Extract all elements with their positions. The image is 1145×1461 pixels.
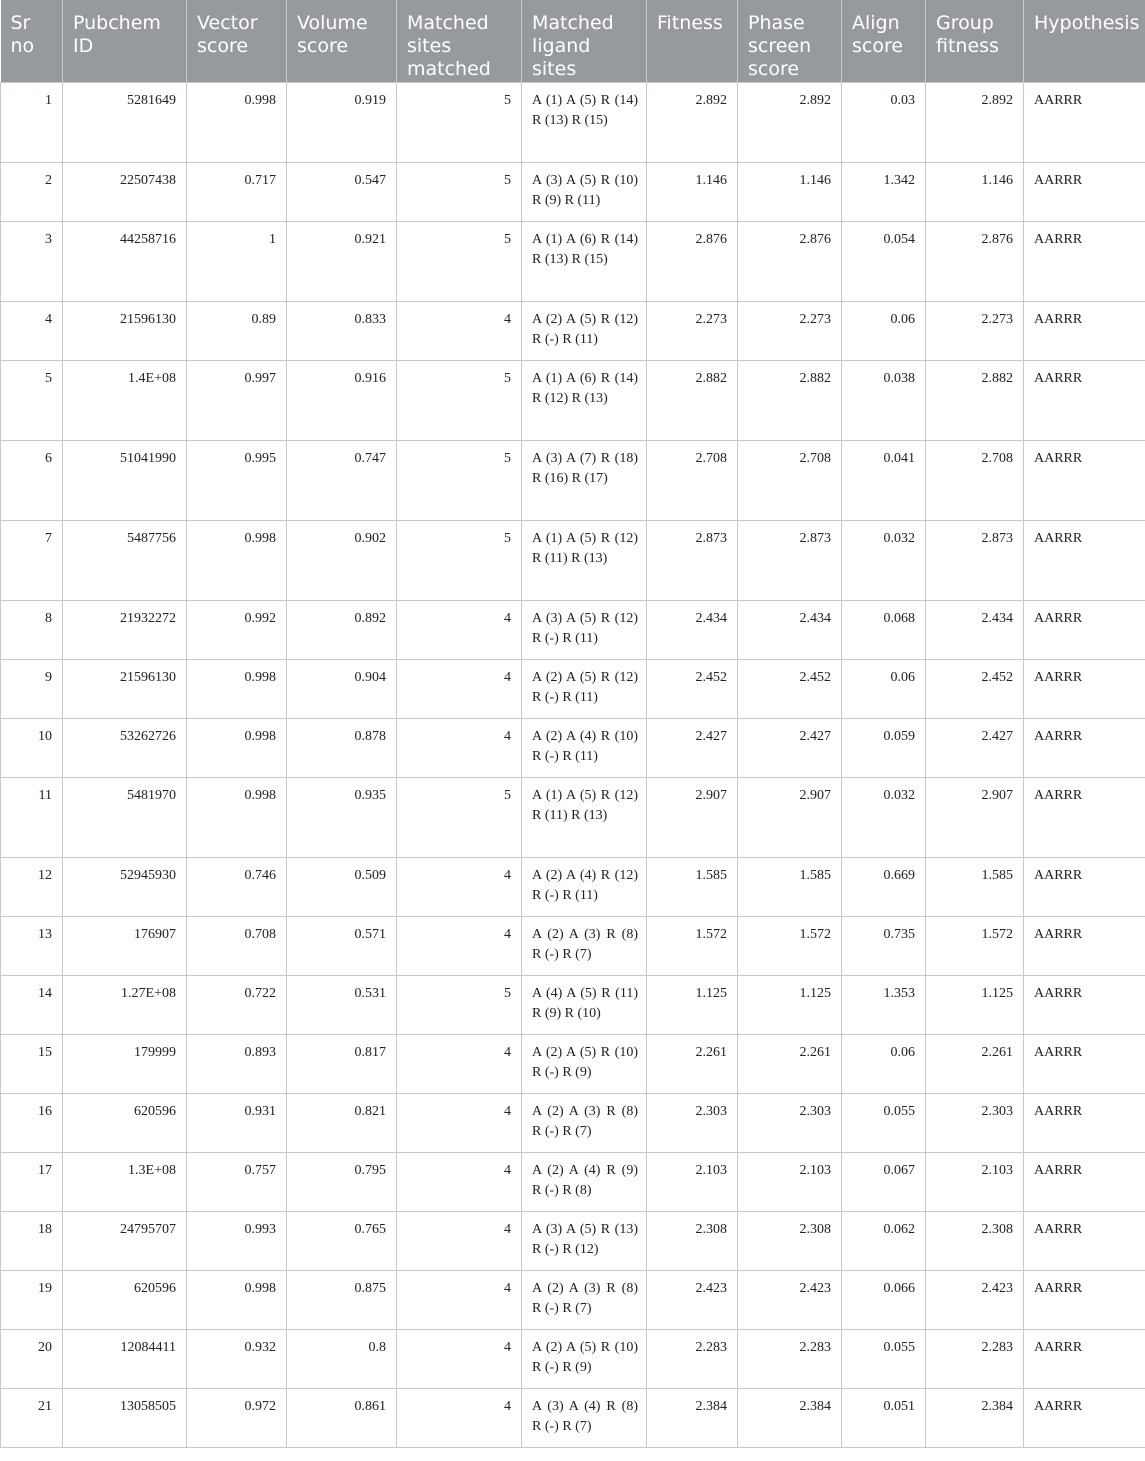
cell-matched-sites: 5 <box>397 520 522 600</box>
cell-hypothesis: AARRR <box>1024 1093 1145 1152</box>
cell-phase-screen-score: 2.892 <box>738 82 842 162</box>
cell-sr-no: 3 <box>1 221 63 301</box>
cell-align-score: 0.059 <box>842 718 926 777</box>
cell-hypothesis: AARRR <box>1024 1152 1145 1211</box>
table-row <box>1 777 1145 857</box>
cell-hypothesis: AARRR <box>1024 301 1145 360</box>
cell-pubchem-id: 620596 <box>63 1093 187 1152</box>
cell-pubchem-id: 44258716 <box>63 221 187 301</box>
cell-group-fitness: 2.273 <box>926 301 1024 360</box>
cell-hypothesis: AARRR <box>1024 1329 1145 1388</box>
cell-matched-sites: 4 <box>397 718 522 777</box>
cell-align-score: 0.06 <box>842 1034 926 1093</box>
cell-phase-screen-score: 2.452 <box>738 659 842 718</box>
cell-align-score: 0.041 <box>842 440 926 520</box>
header-matched-sites: Matched sites matched <box>397 0 522 82</box>
cell-vector-score: 0.998 <box>187 520 287 600</box>
table-row <box>1 600 1145 659</box>
cell-phase-screen-score: 2.384 <box>738 1388 842 1447</box>
cell-group-fitness: 2.452 <box>926 659 1024 718</box>
cell-vector-score: 0.893 <box>187 1034 287 1093</box>
cell-vector-score: 0.993 <box>187 1211 287 1270</box>
cell-group-fitness: 1.572 <box>926 916 1024 975</box>
cell-phase-screen-score: 2.261 <box>738 1034 842 1093</box>
cell-vector-score: 0.997 <box>187 360 287 440</box>
cell-volume-score: 0.875 <box>287 1270 397 1329</box>
cell-phase-screen-score: 2.876 <box>738 221 842 301</box>
cell-matched-ligand-sites: A (2) A (5) R (10) R (-) R (9) <box>522 1329 647 1388</box>
cell-phase-screen-score: 2.103 <box>738 1152 842 1211</box>
cell-fitness: 2.873 <box>647 520 738 600</box>
cell-pubchem-id: 53262726 <box>63 718 187 777</box>
cell-matched-ligand-sites: A (2) A (3) R (8) R (-) R (7) <box>522 1093 647 1152</box>
cell-sr-no: 4 <box>1 301 63 360</box>
cell-align-score: 0.03 <box>842 82 926 162</box>
cell-sr-no: 14 <box>1 975 63 1034</box>
cell-hypothesis: AARRR <box>1024 1211 1145 1270</box>
cell-hypothesis: AARRR <box>1024 520 1145 600</box>
cell-align-score: 0.038 <box>842 360 926 440</box>
cell-hypothesis: AARRR <box>1024 162 1145 221</box>
cell-sr-no: 18 <box>1 1211 63 1270</box>
cell-fitness: 2.708 <box>647 440 738 520</box>
cell-sr-no: 8 <box>1 600 63 659</box>
table-row <box>1 718 1145 777</box>
cell-matched-sites: 4 <box>397 659 522 718</box>
header-group-fitness: Group fitness <box>926 0 1024 82</box>
cell-hypothesis: AARRR <box>1024 82 1145 162</box>
cell-matched-sites: 4 <box>397 1093 522 1152</box>
cell-pubchem-id: 13058505 <box>63 1388 187 1447</box>
cell-matched-sites: 4 <box>397 1152 522 1211</box>
cell-hypothesis: AARRR <box>1024 659 1145 718</box>
cell-pubchem-id: 21596130 <box>63 301 187 360</box>
cell-volume-score: 0.821 <box>287 1093 397 1152</box>
cell-sr-no: 11 <box>1 777 63 857</box>
cell-hypothesis: AARRR <box>1024 221 1145 301</box>
cell-volume-score: 0.902 <box>287 520 397 600</box>
cell-vector-score: 0.992 <box>187 600 287 659</box>
cell-pubchem-id: 5481970 <box>63 777 187 857</box>
cell-sr-no: 2 <box>1 162 63 221</box>
table-row <box>1 1329 1145 1388</box>
cell-phase-screen-score: 1.125 <box>738 975 842 1034</box>
cell-phase-screen-score: 2.434 <box>738 600 842 659</box>
cell-pubchem-id: 24795707 <box>63 1211 187 1270</box>
cell-phase-screen-score: 2.273 <box>738 301 842 360</box>
cell-align-score: 0.054 <box>842 221 926 301</box>
cell-sr-no: 20 <box>1 1329 63 1388</box>
cell-matched-sites: 4 <box>397 1034 522 1093</box>
cell-vector-score: 0.746 <box>187 857 287 916</box>
cell-align-score: 0.669 <box>842 857 926 916</box>
cell-sr-no: 9 <box>1 659 63 718</box>
table-row <box>1 360 1145 440</box>
cell-group-fitness: 2.283 <box>926 1329 1024 1388</box>
cell-matched-ligand-sites: A (2) A (3) R (8) R (-) R (7) <box>522 1270 647 1329</box>
cell-volume-score: 0.921 <box>287 221 397 301</box>
cell-align-score: 0.055 <box>842 1093 926 1152</box>
cell-pubchem-id: 176907 <box>63 916 187 975</box>
cell-vector-score: 0.708 <box>187 916 287 975</box>
cell-hypothesis: AARRR <box>1024 975 1145 1034</box>
table-row <box>1 520 1145 600</box>
cell-phase-screen-score: 2.907 <box>738 777 842 857</box>
cell-volume-score: 0.878 <box>287 718 397 777</box>
cell-align-score: 0.068 <box>842 600 926 659</box>
cell-align-score: 0.051 <box>842 1388 926 1447</box>
table-row <box>1 1093 1145 1152</box>
cell-matched-ligand-sites: A (2) A (4) R (9) R (-) R (8) <box>522 1152 647 1211</box>
cell-group-fitness: 2.384 <box>926 1388 1024 1447</box>
header-vector-score: Vector score <box>187 0 287 82</box>
cell-hypothesis: AARRR <box>1024 1388 1145 1447</box>
cell-hypothesis: AARRR <box>1024 857 1145 916</box>
cell-align-score: 0.735 <box>842 916 926 975</box>
cell-matched-sites: 4 <box>397 600 522 659</box>
header-volume-score: Volume score <box>287 0 397 82</box>
table-row <box>1 440 1145 520</box>
cell-matched-ligand-sites: A (3) A (7) R (18) R (16) R (17) <box>522 440 647 520</box>
header-align-score: Align score <box>842 0 926 82</box>
cell-vector-score: 0.995 <box>187 440 287 520</box>
cell-volume-score: 0.765 <box>287 1211 397 1270</box>
cell-fitness: 1.125 <box>647 975 738 1034</box>
cell-align-score: 0.055 <box>842 1329 926 1388</box>
cell-phase-screen-score: 2.873 <box>738 520 842 600</box>
cell-matched-ligand-sites: A (1) A (6) R (14) R (12) R (13) <box>522 360 647 440</box>
cell-hypothesis: AARRR <box>1024 916 1145 975</box>
cell-matched-sites: 4 <box>397 1270 522 1329</box>
cell-sr-no: 15 <box>1 1034 63 1093</box>
cell-hypothesis: AARRR <box>1024 777 1145 857</box>
table-row <box>1 221 1145 301</box>
cell-fitness: 1.585 <box>647 857 738 916</box>
cell-sr-no: 13 <box>1 916 63 975</box>
cell-vector-score: 0.722 <box>187 975 287 1034</box>
header-pubchem-id: Pubchem ID <box>63 0 187 82</box>
cell-group-fitness: 1.585 <box>926 857 1024 916</box>
cell-matched-sites: 4 <box>397 857 522 916</box>
header-phase-screen-score: Phase screen score <box>738 0 842 82</box>
cell-matched-ligand-sites: A (3) A (5) R (10) R (9) R (11) <box>522 162 647 221</box>
cell-hypothesis: AARRR <box>1024 1270 1145 1329</box>
cell-align-score: 0.066 <box>842 1270 926 1329</box>
cell-hypothesis: AARRR <box>1024 360 1145 440</box>
cell-matched-sites: 4 <box>397 301 522 360</box>
cell-group-fitness: 2.308 <box>926 1211 1024 1270</box>
cell-vector-score: 0.998 <box>187 1270 287 1329</box>
table-row <box>1 301 1145 360</box>
cell-vector-score: 0.972 <box>187 1388 287 1447</box>
cell-volume-score: 0.916 <box>287 360 397 440</box>
table-row <box>1 659 1145 718</box>
cell-volume-score: 0.919 <box>287 82 397 162</box>
cell-align-score: 0.032 <box>842 520 926 600</box>
cell-matched-ligand-sites: A (1) A (5) R (12) R (11) R (13) <box>522 520 647 600</box>
header-hypothesis: Hypothesis <box>1024 0 1145 82</box>
cell-align-score: 1.353 <box>842 975 926 1034</box>
cell-vector-score: 0.998 <box>187 659 287 718</box>
cell-align-score: 1.342 <box>842 162 926 221</box>
cell-sr-no: 12 <box>1 857 63 916</box>
cell-fitness: 2.303 <box>647 1093 738 1152</box>
cell-matched-sites: 5 <box>397 221 522 301</box>
table-row <box>1 916 1145 975</box>
cell-matched-sites: 5 <box>397 360 522 440</box>
cell-group-fitness: 2.261 <box>926 1034 1024 1093</box>
table-row <box>1 857 1145 916</box>
cell-pubchem-id: 5487756 <box>63 520 187 600</box>
cell-vector-score: 0.998 <box>187 777 287 857</box>
cell-phase-screen-score: 2.427 <box>738 718 842 777</box>
cell-fitness: 2.103 <box>647 1152 738 1211</box>
table-row <box>1 82 1145 162</box>
cell-group-fitness: 2.907 <box>926 777 1024 857</box>
cell-group-fitness: 2.434 <box>926 600 1024 659</box>
cell-volume-score: 0.833 <box>287 301 397 360</box>
cell-fitness: 2.384 <box>647 1388 738 1447</box>
cell-matched-ligand-sites: A (2) A (5) R (12) R (-) R (11) <box>522 301 647 360</box>
cell-hypothesis: AARRR <box>1024 1034 1145 1093</box>
cell-phase-screen-score: 2.882 <box>738 360 842 440</box>
cell-vector-score: 0.757 <box>187 1152 287 1211</box>
cell-vector-score: 0.932 <box>187 1329 287 1388</box>
header-sr-no: Sr no <box>1 0 63 82</box>
cell-pubchem-id: 21596130 <box>63 659 187 718</box>
cell-matched-sites: 4 <box>397 1211 522 1270</box>
table-row <box>1 1211 1145 1270</box>
table-row <box>1 162 1145 221</box>
cell-pubchem-id: 620596 <box>63 1270 187 1329</box>
cell-fitness: 2.261 <box>647 1034 738 1093</box>
cell-pubchem-id: 21932272 <box>63 600 187 659</box>
cell-fitness: 2.452 <box>647 659 738 718</box>
cell-sr-no: 21 <box>1 1388 63 1447</box>
cell-sr-no: 17 <box>1 1152 63 1211</box>
cell-fitness: 2.273 <box>647 301 738 360</box>
cell-matched-ligand-sites: A (2) A (5) R (10) R (-) R (9) <box>522 1034 647 1093</box>
cell-fitness: 2.434 <box>647 600 738 659</box>
cell-volume-score: 0.935 <box>287 777 397 857</box>
cell-phase-screen-score: 2.708 <box>738 440 842 520</box>
cell-fitness: 2.876 <box>647 221 738 301</box>
cell-matched-sites: 4 <box>397 916 522 975</box>
cell-pubchem-id: 22507438 <box>63 162 187 221</box>
cell-matched-sites: 5 <box>397 777 522 857</box>
cell-sr-no: 7 <box>1 520 63 600</box>
cell-matched-sites: 4 <box>397 1388 522 1447</box>
cell-phase-screen-score: 2.283 <box>738 1329 842 1388</box>
cell-pubchem-id: 1.4E+08 <box>63 360 187 440</box>
cell-phase-screen-score: 2.308 <box>738 1211 842 1270</box>
cell-volume-score: 0.8 <box>287 1329 397 1388</box>
cell-fitness: 2.423 <box>647 1270 738 1329</box>
header-fitness: Fitness <box>647 0 738 82</box>
cell-fitness: 1.572 <box>647 916 738 975</box>
cell-sr-no: 1 <box>1 82 63 162</box>
table-row <box>1 975 1145 1034</box>
table-row <box>1 1388 1145 1447</box>
cell-matched-sites: 5 <box>397 975 522 1034</box>
cell-pubchem-id: 52945930 <box>63 857 187 916</box>
cell-matched-ligand-sites: A (1) A (6) R (14) R (13) R (15) <box>522 221 647 301</box>
cell-fitness: 2.427 <box>647 718 738 777</box>
cell-align-score: 0.062 <box>842 1211 926 1270</box>
cell-fitness: 2.308 <box>647 1211 738 1270</box>
cell-pubchem-id: 5281649 <box>63 82 187 162</box>
cell-fitness: 2.907 <box>647 777 738 857</box>
cell-volume-score: 0.904 <box>287 659 397 718</box>
cell-matched-ligand-sites: A (2) A (5) R (12) R (-) R (11) <box>522 659 647 718</box>
cell-volume-score: 0.571 <box>287 916 397 975</box>
cell-group-fitness: 2.427 <box>926 718 1024 777</box>
cell-align-score: 0.067 <box>842 1152 926 1211</box>
cell-align-score: 0.06 <box>842 301 926 360</box>
cell-fitness: 1.146 <box>647 162 738 221</box>
cell-fitness: 2.892 <box>647 82 738 162</box>
cell-group-fitness: 2.892 <box>926 82 1024 162</box>
cell-vector-score: 0.89 <box>187 301 287 360</box>
cell-pubchem-id: 51041990 <box>63 440 187 520</box>
cell-group-fitness: 2.873 <box>926 520 1024 600</box>
cell-volume-score: 0.861 <box>287 1388 397 1447</box>
cell-matched-ligand-sites: A (3) A (4) R (8) R (-) R (7) <box>522 1388 647 1447</box>
cell-group-fitness: 1.125 <box>926 975 1024 1034</box>
cell-group-fitness: 2.876 <box>926 221 1024 301</box>
header-row <box>1 0 1145 82</box>
table-row <box>1 1152 1145 1211</box>
cell-volume-score: 0.892 <box>287 600 397 659</box>
cell-align-score: 0.06 <box>842 659 926 718</box>
cell-hypothesis: AARRR <box>1024 718 1145 777</box>
cell-group-fitness: 2.103 <box>926 1152 1024 1211</box>
cell-phase-screen-score: 1.585 <box>738 857 842 916</box>
cell-pubchem-id: 12084411 <box>63 1329 187 1388</box>
cell-group-fitness: 2.882 <box>926 360 1024 440</box>
cell-align-score: 0.032 <box>842 777 926 857</box>
cell-matched-sites: 5 <box>397 440 522 520</box>
cell-phase-screen-score: 2.303 <box>738 1093 842 1152</box>
cell-pubchem-id: 1.3E+08 <box>63 1152 187 1211</box>
cell-group-fitness: 2.423 <box>926 1270 1024 1329</box>
cell-group-fitness: 2.708 <box>926 440 1024 520</box>
cell-matched-ligand-sites: A (1) A (5) R (14) R (13) R (15) <box>522 82 647 162</box>
cell-matched-ligand-sites: A (2) A (4) R (12) R (-) R (11) <box>522 857 647 916</box>
cell-sr-no: 16 <box>1 1093 63 1152</box>
cell-vector-score: 1 <box>187 221 287 301</box>
cell-fitness: 2.283 <box>647 1329 738 1388</box>
cell-matched-sites: 5 <box>397 162 522 221</box>
table-row <box>1 1270 1145 1329</box>
cell-phase-screen-score: 1.572 <box>738 916 842 975</box>
cell-sr-no: 19 <box>1 1270 63 1329</box>
cell-matched-ligand-sites: A (4) A (5) R (11) R (9) R (10) <box>522 975 647 1034</box>
cell-vector-score: 0.717 <box>187 162 287 221</box>
cell-vector-score: 0.998 <box>187 82 287 162</box>
cell-sr-no: 6 <box>1 440 63 520</box>
cell-vector-score: 0.931 <box>187 1093 287 1152</box>
cell-group-fitness: 1.146 <box>926 162 1024 221</box>
cell-sr-no: 10 <box>1 718 63 777</box>
cell-volume-score: 0.531 <box>287 975 397 1034</box>
cell-pubchem-id: 1.27E+08 <box>63 975 187 1034</box>
cell-matched-sites: 4 <box>397 1329 522 1388</box>
cell-volume-score: 0.795 <box>287 1152 397 1211</box>
cell-matched-ligand-sites: A (2) A (3) R (8) R (-) R (7) <box>522 916 647 975</box>
cell-volume-score: 0.747 <box>287 440 397 520</box>
cell-hypothesis: AARRR <box>1024 440 1145 520</box>
cell-vector-score: 0.998 <box>187 718 287 777</box>
cell-matched-ligand-sites: A (3) A (5) R (12) R (-) R (11) <box>522 600 647 659</box>
table-row <box>1 1034 1145 1093</box>
cell-pubchem-id: 179999 <box>63 1034 187 1093</box>
cell-volume-score: 0.817 <box>287 1034 397 1093</box>
cell-matched-ligand-sites: A (3) A (5) R (13) R (-) R (12) <box>522 1211 647 1270</box>
cell-matched-sites: 5 <box>397 82 522 162</box>
cell-sr-no: 5 <box>1 360 63 440</box>
table-body <box>1 82 1145 1447</box>
cell-fitness: 2.882 <box>647 360 738 440</box>
cell-matched-ligand-sites: A (1) A (5) R (12) R (11) R (13) <box>522 777 647 857</box>
cell-matched-ligand-sites: A (2) A (4) R (10) R (-) R (11) <box>522 718 647 777</box>
cell-volume-score: 0.547 <box>287 162 397 221</box>
cell-phase-screen-score: 2.423 <box>738 1270 842 1329</box>
header-matched-ligand-sites: Matched ligand sites <box>522 0 647 82</box>
cell-volume-score: 0.509 <box>287 857 397 916</box>
cell-hypothesis: AARRR <box>1024 600 1145 659</box>
cell-group-fitness: 2.303 <box>926 1093 1024 1152</box>
cell-phase-screen-score: 1.146 <box>738 162 842 221</box>
